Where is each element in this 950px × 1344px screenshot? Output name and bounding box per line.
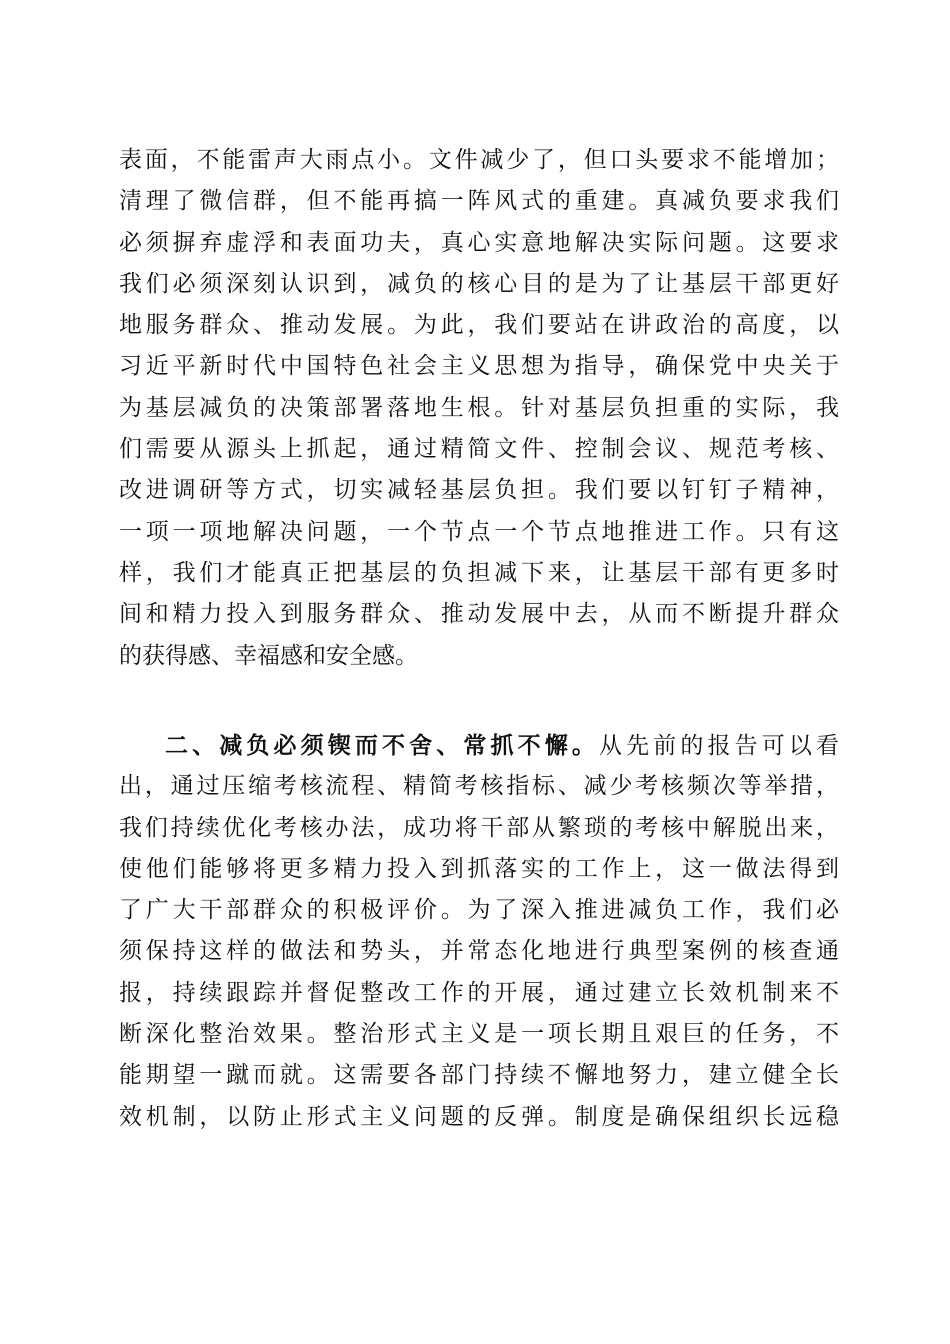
paragraph-persistence — [119, 725, 839, 1138]
paragraph-line: 改进调研等方式，切实减轻基层负担。我们要以钉钉子精神， — [119, 477, 839, 504]
paragraph-line: 了广大干部群众的积极评价。为了深入推进减负工作，我们必 — [119, 897, 839, 924]
paragraph-line: 必须摒弃虚浮和表面功夫，真心实意地解决实际问题。这要求 — [119, 229, 839, 256]
paragraph-line: 我们必须深刻认识到，减负的核心目的是为了让基层干部更好 — [119, 270, 839, 297]
paragraph-line: 习近平新时代中国特色社会主义思想为指导，确保党中央关于 — [119, 353, 839, 380]
paragraph-first-line — [119, 725, 839, 766]
paragraph-line: 为基层减负的决策部署落地生根。针对基层负担重的实际，我 — [119, 394, 839, 421]
paragraph-line: 清理了微信群，但不能再搞一阵风式的重建。真减负要求我们 — [119, 188, 839, 215]
paragraph-line: 能期望一蹴而就。这需要各部门持续不懈地努力，建立健全长 — [119, 1062, 839, 1089]
paragraph-line: 地服务群众、推动发展。为此，我们要站在讲政治的高度，以 — [119, 312, 839, 339]
paragraph-line: 我们持续优化考核办法，成功将干部从繁琐的考核中解脱出来， — [119, 814, 839, 841]
paragraph-line: 断深化整治效果。整治形式主义是一项长期且艰巨的任务，不 — [119, 1021, 839, 1048]
paragraph-line: 报，持续跟踪并督促整改工作的开展，通过建立长效机制来不 — [119, 979, 839, 1006]
paragraph-line: 的获得感、幸福感和安全感。 — [119, 642, 418, 669]
paragraph-line: 效机制，以防止形式主义问题的反弹。制度是确保组织长远稳 — [119, 1103, 839, 1130]
paragraph-line: 表面，不能雷声大雨点小。文件减少了，但口头要求不能增加； — [119, 147, 839, 173]
paragraph-line-rest: 从先前的报告可以看 — [599, 733, 839, 759]
paragraph-line: 须保持这样的做法和势头，并常态化地进行典型案例的核查通 — [119, 938, 839, 965]
paragraph-line: 一项一项地解决问题，一个节点一个节点地推进工作。只有这 — [119, 518, 839, 545]
paragraph-line: 间和精力投入到服务群众、推动发展中去，从而不断提升群众 — [119, 601, 839, 628]
paragraph-line: 使他们能够将更多精力投入到抓落实的工作上，这一做法得到 — [119, 855, 839, 882]
paragraph-line: 们需要从源头上抓起，通过精简文件、控制会议、规范考核、 — [119, 436, 839, 463]
section-heading: 二、减负必须锲而不舍、常抓不懈。 — [165, 732, 599, 759]
paragraph-reduce-burden-substance — [119, 140, 839, 677]
paragraph-line: 出，通过压缩考核流程、精简考核指标、减少考核频次等举措， — [119, 773, 839, 800]
paragraph-line: 样，我们才能真正把基层的负担减下来，让基层干部有更多时 — [119, 559, 839, 586]
